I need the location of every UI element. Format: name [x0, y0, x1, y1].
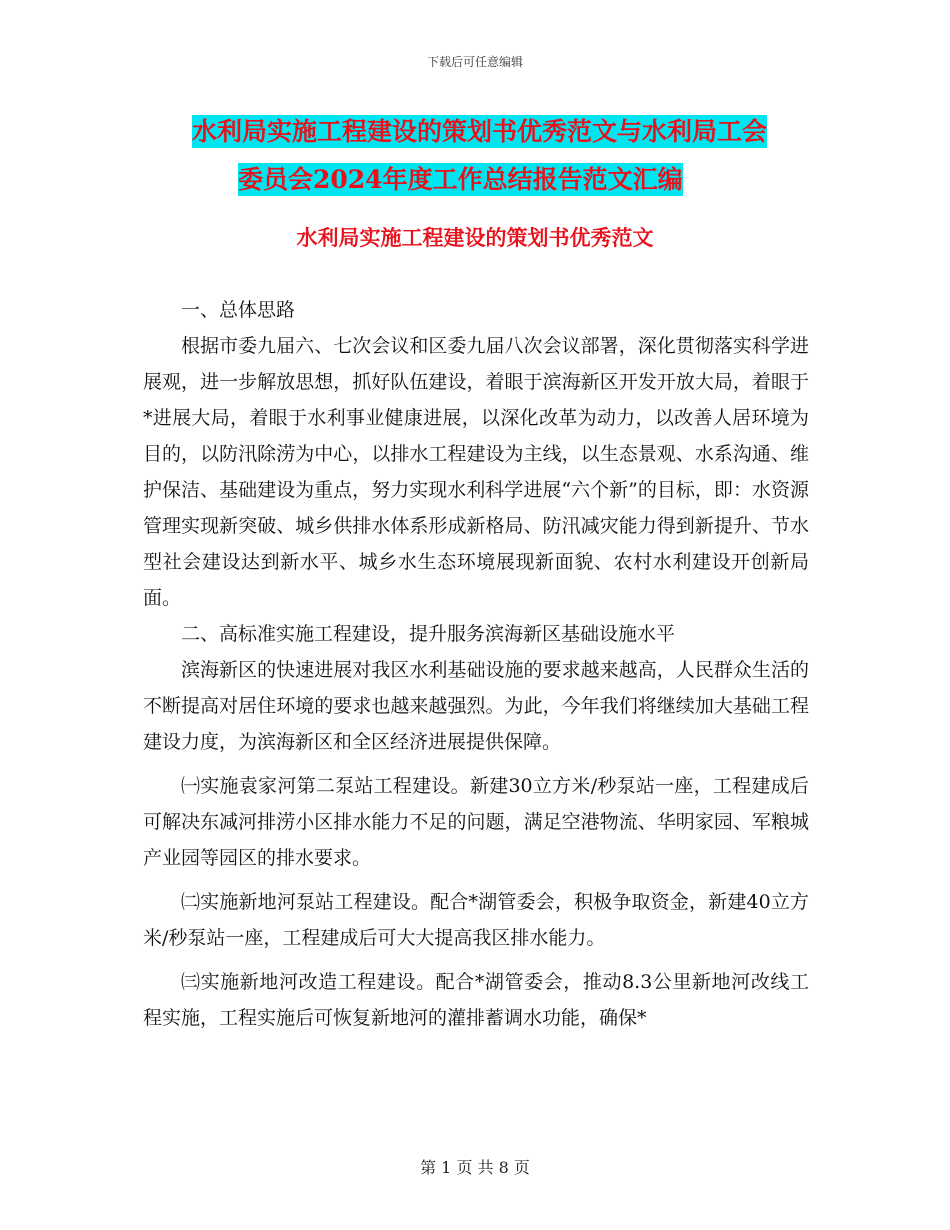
heading-engineering-construction: 二、高标准实施工程建设，提升服务滨海新区基础设施水平 — [181, 623, 676, 645]
document-body — [143, 292, 809, 1036]
paragraph-item-3: ㈢实施新地河改造工程建设。配合*湖管委会，推动8.3公里新地河改线工程实施，工程实施后可恢复新地河的灌排蓄调水功能，确保* — [143, 971, 809, 1029]
document-title-line-2 — [140, 156, 830, 204]
document-title-line-1-text: 水利局实施工程建设的策划书优秀范文与水利局工会 — [192, 117, 768, 146]
document-title-line-2-text: 委员会2024年度工作总结报告范文汇编 — [238, 165, 683, 194]
paragraph-item-2: ㈡实施新地河泵站工程建设。配合*湖管委会，积极争取资金，新建40立方米/秒泵站一座，工程建成后可大大提高我区排水能力。 — [143, 891, 809, 949]
heading-overall-approach: 一、总体思路 — [181, 299, 296, 321]
document-title — [140, 108, 830, 204]
page-header-note: 下载后可任意编辑 — [426, 55, 523, 69]
paragraph-overall-approach: 根据市委九届六、七次会议和区委九届八次会议部署，深化贯彻落实科学进展观，进一步解放思想，抓好队伍建设，着眼于滨海新区开发开放大局，着眼于*进展大局，着眼于水利事业健康进展，以深化改革为动力，以改善人居环境为目的，以防汛除涝为中心，以排水工程建设为主线，以生态景观、水系沟通、维护保洁、基础建设为重点，努力实现水利科学进展“六个新”的目标，即：水资源管理实现新突破、城乡供排水体系形成新格局、防汛减灾能力得到新提升、节水型社会建设达到新水平、城乡水生态环境展现新面貌、农村水利建设开创新局面。 — [143, 335, 809, 609]
document-title-line-1 — [140, 108, 830, 156]
paragraph-item-1: ㈠实施袁家河第二泵站工程建设。新建30立方米/秒泵站一座，工程建成后可解决东减河排涝小区排水能力不足的问题，满足空港物流、华明家园、军粮城产业园等园区的排水要求。 — [143, 775, 809, 869]
page-footer-page-number: 第 1 页 共 8 页 — [420, 1158, 530, 1177]
paragraph-engineering-intro: 滨海新区的快速进展对我区水利基础设施的要求越来越高，人民群众生活的不断提高对居住环境的要求也越来越强烈。为此，今年我们将继续加大基础工程建设力度，为滨海新区和全区经济进展提供保障。 — [143, 659, 809, 753]
section-title: 水利局实施工程建设的策划书优秀范文 — [296, 225, 654, 250]
